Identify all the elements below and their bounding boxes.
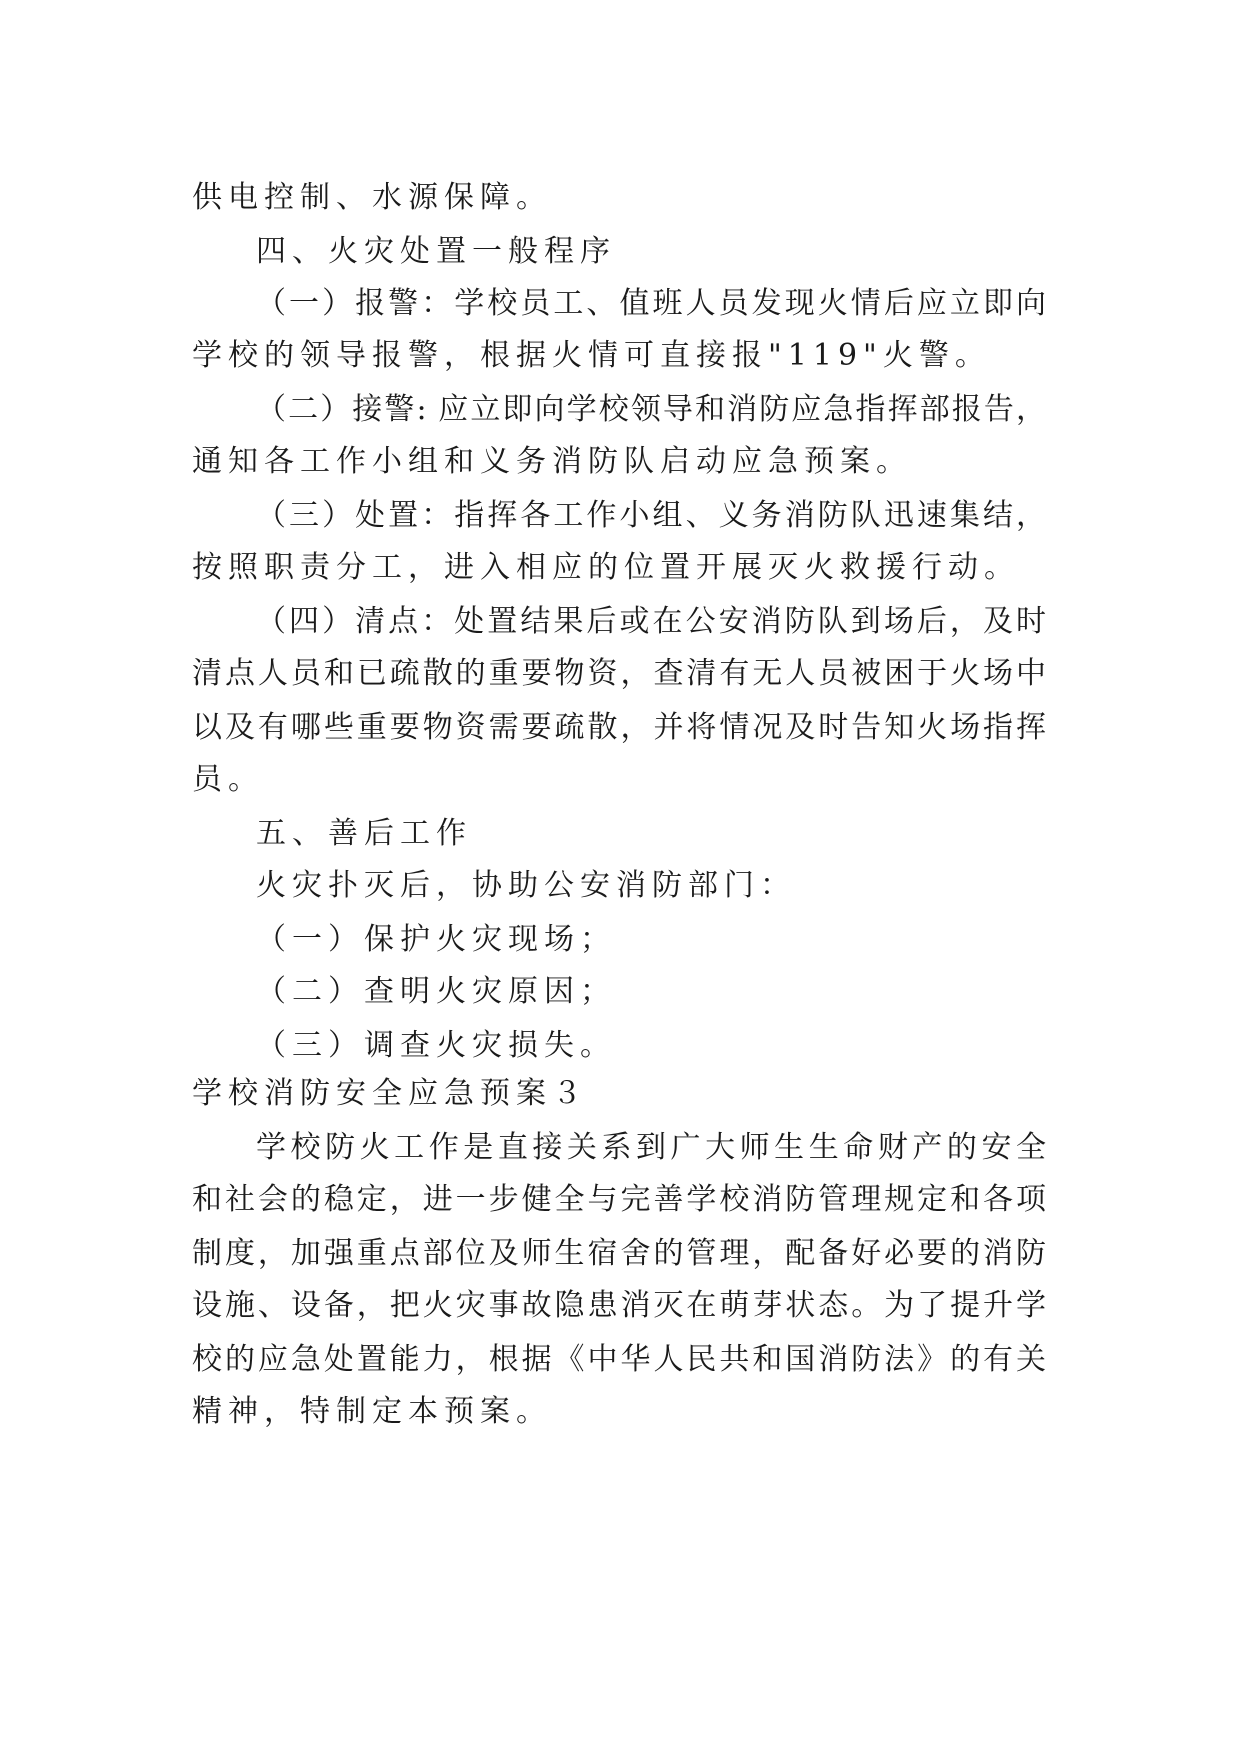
paragraph-line: 通知各工作小组和义务消防队启动应急预案。 <box>192 444 912 479</box>
paragraph-line: 校的应急处置能力，根据《中华人民共和国消防法》的有关 <box>192 1342 1046 1377</box>
paragraph-line: 按照职责分工，进入相应的位置开展灭火救援行动。 <box>192 550 1020 585</box>
paragraph-line: 制度，加强重点部位及师生宿舍的管理，配备好必要的消防 <box>192 1236 1046 1271</box>
paragraph-line: 火灾扑灭后，协助公安消防部门： <box>256 868 796 903</box>
document-title: 学校消防安全应急预案３ <box>192 1076 588 1111</box>
paragraph-line: 和社会的稳定，进一步健全与完善学校消防管理规定和各项 <box>192 1182 1046 1217</box>
paragraph-line: （二）接警: 应立即向学校领导和消防应急指挥部报告， <box>256 392 1046 427</box>
section-heading: 四、火灾处置一般程序 <box>256 234 616 269</box>
paragraph-line: 精神，特制定本预案。 <box>192 1394 552 1429</box>
paragraph-line: 学校防火工作是直接关系到广大师生生命财产的安全 <box>256 1130 1046 1165</box>
paragraph-line: 以及有哪些重要物资需要疏散，并将情况及时告知火场指挥 <box>192 710 1046 745</box>
paragraph-line: 清点人员和已疏散的重要物资，查清有无人员被困于火场中 <box>192 656 1046 691</box>
list-item: （三）调查火灾损失。 <box>256 1028 616 1063</box>
section-heading: 五、善后工作 <box>256 816 472 851</box>
paragraph-line: （四）清点：处置结果后或在公安消防队到场后，及时 <box>256 604 1046 639</box>
paragraph-line: 员。 <box>192 762 264 797</box>
paragraph-line: 供电控制、水源保障。 <box>192 180 552 215</box>
paragraph-line: （一）报警：学校员工、值班人员发现火情后应立即向 <box>256 286 1046 321</box>
list-item: （一）保护火灾现场； <box>256 922 616 957</box>
paragraph-line: 学校的领导报警，根据火情可直接报"119"火警。 <box>192 338 991 373</box>
paragraph-line: 设施、设备，把火灾事故隐患消灭在萌芽状态。为了提升学 <box>192 1288 1046 1323</box>
list-item: （二）查明火灾原因； <box>256 974 616 1009</box>
paragraph-line: （三）处置：指挥各工作小组、义务消防队迅速集结， <box>256 498 1046 533</box>
